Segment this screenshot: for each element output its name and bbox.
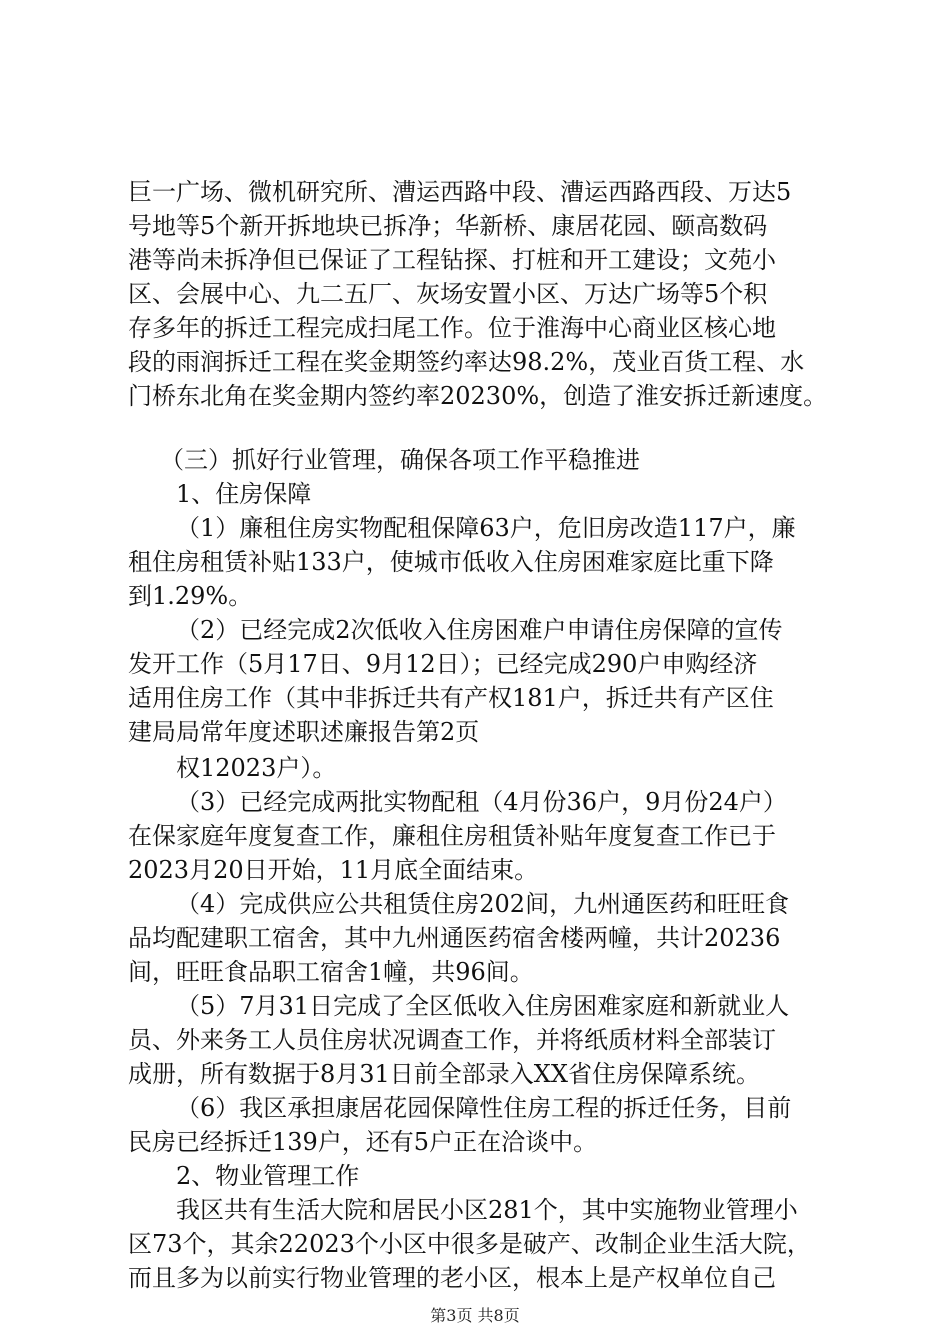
paragraph-line: 在保家庭年度复查工作，廉租住房租赁补贴年度复查工作已于 <box>128 822 776 850</box>
paragraph-line: （3）已经完成两批实物配租（4月份36户，9月份24户） <box>176 788 787 816</box>
paragraph-line: 租住房租赁补贴133户，使城市低收入住房困难家庭比重下降 <box>128 548 774 576</box>
paragraph-line: 权12023户）。 <box>176 754 337 782</box>
paragraph-line: 品均配建职工宿舍，其中九州通医药宿舍楼两幢，共计20236 <box>128 924 781 952</box>
paragraph-line: 区73个，其余22023个小区中很多是破产、改制企业生活大院， <box>128 1230 811 1258</box>
paragraph-line: 建局局常年度述职述廉报告第2页 <box>128 718 480 746</box>
body-line: 港等尚未拆净但已保证了工程钻探、打桩和开工建设；文苑小 <box>128 246 776 274</box>
paragraph-line: 而且多为以前实行物业管理的老小区，根本上是产权单位自己 <box>128 1264 776 1292</box>
paragraph-line: 到1.29%。 <box>128 582 253 610</box>
section-heading: （三）抓好行业管理，确保各项工作平稳推进 <box>160 446 640 474</box>
paragraph-line: （5）7月31日完成了全区低收入住房困难家庭和新就业人 <box>176 992 790 1020</box>
body-line: 区、会展中心、九二五厂、灰场安置小区、万达广场等5个积 <box>128 280 768 308</box>
paragraph-line: （1）廉租住房实物配租保障63户，危旧房改造117户，廉 <box>176 514 796 542</box>
paragraph-line: 成册，所有数据于8月31日前全部录入XX省住房保障系统。 <box>128 1060 760 1088</box>
paragraph-line: 员、外来务工人员住房状况调查工作，并将纸质材料全部装订 <box>128 1026 776 1054</box>
paragraph-line: （4）完成供应公共租赁住房202间，九州通医药和旺旺食 <box>176 890 790 918</box>
body-line: 号地等5个新开拆地块已拆净；华新桥、康居花园、颐高数码 <box>128 212 768 240</box>
subsection-heading: 1、住房保障 <box>176 480 312 508</box>
paragraph-line: 我区共有生活大院和居民小区281个，其中实施物业管理小 <box>176 1196 798 1224</box>
paragraph-line: 发开工作（5月17日、9月12日）；已经完成290户申购经济 <box>128 650 758 678</box>
page-footer: 第3页 共8页 <box>430 1306 520 1325</box>
paragraph-line: （2）已经完成2次低收入住房困难户申请住房保障的宣传 <box>176 616 783 644</box>
paragraph-line: 间，旺旺食品职工宿舍1幢，共96间。 <box>128 958 534 986</box>
paragraph-line: （6）我区承担康居花园保障性住房工程的拆迁任务，目前 <box>176 1094 792 1122</box>
paragraph-line: 2023月20日开始，11月底全面结束。 <box>128 856 539 884</box>
body-line: 门桥东北角在奖金期内签约率20230%，创造了淮安拆迁新速度。 <box>128 382 828 410</box>
paragraph-line: 民房已经拆迁139户，还有5户正在洽谈中。 <box>128 1128 598 1156</box>
subsection-heading: 2、物业管理工作 <box>176 1162 360 1190</box>
paragraph-line: 适用住房工作（其中非拆迁共有产权181户，拆迁共有产区住 <box>128 684 774 712</box>
body-line: 存多年的拆迁工程完成扫尾工作。位于淮海中心商业区核心地 <box>128 314 776 342</box>
body-line: 段的雨润拆迁工程在奖金期签约率达98.2%，茂业百货工程、水 <box>128 348 805 376</box>
body-line: 巨一广场、微机研究所、漕运西路中段、漕运西路西段、万达5 <box>128 178 792 206</box>
